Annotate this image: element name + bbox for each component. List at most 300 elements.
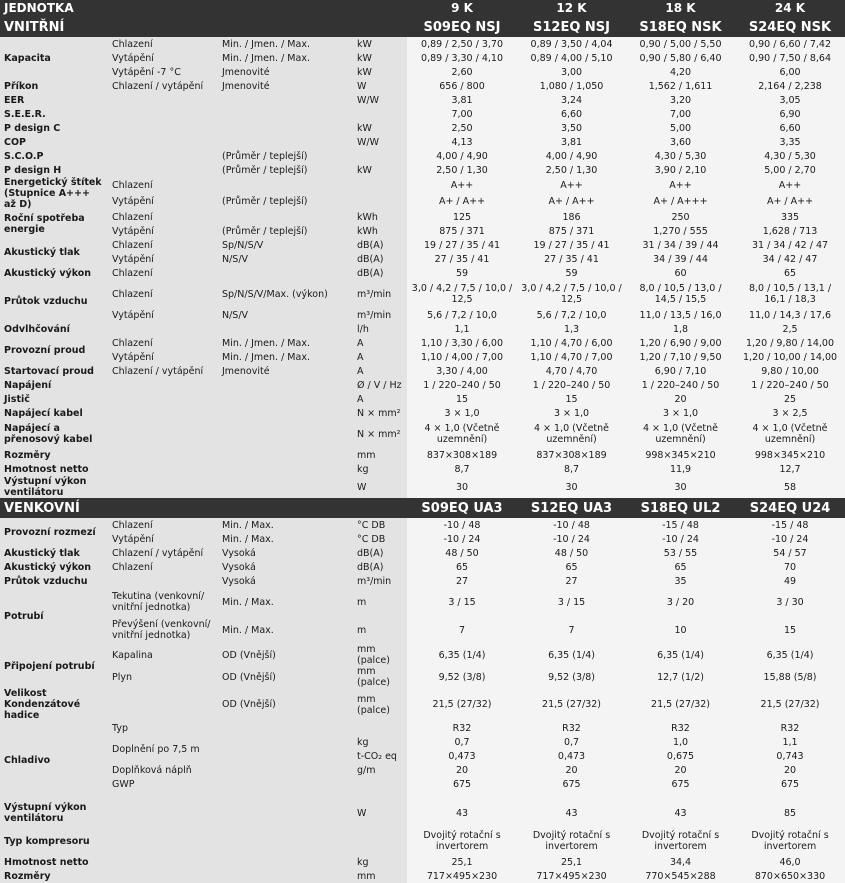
spec-value: 43	[626, 799, 735, 827]
row-label: Výstupní výkon ventilátoru	[0, 799, 108, 827]
table-row	[0, 777, 845, 791]
spec-value: -10 / 48	[517, 518, 626, 532]
row-label: Chlazení	[108, 266, 218, 280]
row-label: Vysoká	[218, 546, 353, 560]
row-label: Akustický tlak	[0, 546, 108, 560]
spec-value: Dvojitý rotační s invertorem	[626, 827, 735, 855]
spec-value: 1,10 / 4,00 / 7,00	[407, 350, 517, 364]
spec-value: 6,90 / 7,10	[626, 364, 735, 378]
row-label: Kapacita	[0, 37, 108, 79]
table-row	[0, 476, 845, 498]
spec-value: 8,7	[517, 462, 626, 476]
model-header: 9 K	[407, 0, 517, 17]
table-row	[0, 121, 845, 135]
row-label: Roční spotřeba energie	[0, 210, 108, 238]
spec-value: 25,1	[407, 855, 517, 869]
row-label	[108, 392, 218, 406]
row-label	[108, 420, 218, 448]
spec-value: R32	[735, 721, 845, 735]
spec-value: 70	[735, 560, 845, 574]
row-label: m	[353, 616, 407, 644]
spec-value: 1,10 / 3,30 / 6,00	[407, 336, 517, 350]
row-label: Vytápění	[108, 252, 218, 266]
spec-value: -10 / 24	[407, 532, 517, 546]
table-row	[0, 238, 845, 252]
spec-value: 6,35 (1/4)	[407, 644, 517, 666]
spec-value: -15 / 48	[735, 518, 845, 532]
spec-value: Dvojitý rotační s invertorem	[735, 827, 845, 855]
spec-value: 10	[626, 616, 735, 644]
spec-value: 20	[735, 763, 845, 777]
spec-value: 11,0 / 14,3 / 17,6	[735, 308, 845, 322]
row-label	[218, 378, 353, 392]
spec-value: 1,3	[517, 322, 626, 336]
row-label: Převýšení (venkovní/ vnitřní jednotka)	[108, 616, 218, 644]
spec-value: 1 / 220–240 / 50	[407, 378, 517, 392]
table-row	[0, 420, 845, 448]
table-row	[0, 574, 845, 588]
spec-value: 0,89 / 3,30 / 4,10	[407, 51, 517, 65]
row-label: GWP	[108, 777, 218, 791]
spec-value: 6,00	[735, 65, 845, 79]
row-label	[108, 574, 218, 588]
table-row	[0, 135, 845, 149]
spec-value: 2,50 / 1,30	[517, 163, 626, 177]
spec-value: 1 / 220–240 / 50	[626, 378, 735, 392]
spec-value: 1,628 / 713	[735, 224, 845, 238]
row-label	[353, 149, 407, 163]
row-label: kWh	[353, 210, 407, 224]
row-label: Min. / Max.	[218, 532, 353, 546]
row-label	[218, 735, 353, 749]
row-label: Chlazení	[108, 518, 218, 532]
row-label: Doplnění po 7,5 m	[108, 735, 218, 763]
section-label: VNITŘNÍ	[0, 17, 407, 37]
spec-value: 0,89 / 3,50 / 4,04	[517, 37, 626, 51]
row-label: kW	[353, 37, 407, 51]
spec-value: 4,20	[626, 65, 735, 79]
row-label	[218, 406, 353, 420]
row-label: mm (palce)	[353, 688, 407, 721]
row-label	[218, 210, 353, 224]
row-label: kg	[353, 462, 407, 476]
row-label: Chlazení	[108, 177, 218, 194]
row-label: Chlazení	[108, 280, 218, 308]
spec-value: 335	[735, 210, 845, 224]
row-label: Vytápění	[108, 532, 218, 546]
spec-value: 19 / 27 / 35 / 41	[407, 238, 517, 252]
spec-value: 53 / 55	[626, 546, 735, 560]
spec-value: 1,20 / 7,10 / 9,50	[626, 350, 735, 364]
row-label: Min. / Max.	[218, 588, 353, 616]
row-label	[218, 448, 353, 462]
row-label: Hmotnost netto	[0, 855, 108, 869]
table-row	[0, 735, 845, 749]
row-label: °C DB	[353, 518, 407, 532]
spec-value: 5,00 / 2,70	[735, 163, 845, 177]
spec-value: 3,60	[626, 135, 735, 149]
spec-value: 43	[517, 799, 626, 827]
spec-value: 3,24	[517, 93, 626, 107]
table-row	[0, 37, 845, 51]
spec-value: A++	[517, 177, 626, 194]
spec-value: 1,20 / 9,80 / 14,00	[735, 336, 845, 350]
spec-value: A++	[407, 177, 517, 194]
model-header: 18 K	[626, 0, 735, 17]
table-row	[0, 378, 845, 392]
spec-value: 3 / 15	[517, 588, 626, 616]
row-label	[218, 476, 353, 498]
spec-value: 1,270 / 555	[626, 224, 735, 238]
row-label: mm	[353, 869, 407, 883]
model-header: 24 K	[735, 0, 845, 17]
row-label: N × mm²	[353, 420, 407, 448]
row-label	[353, 107, 407, 121]
spec-value: 20	[517, 763, 626, 777]
row-label	[353, 194, 407, 211]
row-label: Sp/N/S/V/Max. (výkon)	[218, 280, 353, 308]
spec-value: 3,81	[407, 93, 517, 107]
row-label	[218, 177, 353, 194]
row-label	[218, 827, 353, 855]
spec-value: A++	[626, 177, 735, 194]
row-label	[218, 135, 353, 149]
spec-value: 3 × 2,5	[735, 406, 845, 420]
row-label: Vytápění	[108, 308, 218, 322]
row-label: W/W	[353, 135, 407, 149]
spec-value: 3 × 1,0	[407, 406, 517, 420]
row-label: t-CO₂ eq	[353, 749, 407, 763]
row-label: dB(A)	[353, 238, 407, 252]
spec-value: 19 / 27 / 35 / 41	[517, 238, 626, 252]
row-label	[108, 855, 218, 869]
header-row1	[0, 0, 845, 17]
table-row	[0, 51, 845, 65]
spec-value: A+ / A++	[407, 194, 517, 211]
row-label: Provozní proud	[0, 336, 108, 364]
row-label	[218, 266, 353, 280]
spec-value: A+ / A++	[735, 194, 845, 211]
spec-value: 65	[517, 560, 626, 574]
spec-value: 34 / 42 / 47	[735, 252, 845, 266]
spec-value: 1,20 / 10,00 / 14,00	[735, 350, 845, 364]
row-label	[218, 791, 353, 799]
row-label: dB(A)	[353, 560, 407, 574]
spec-value: 3 × 1,0	[517, 406, 626, 420]
row-label: Min. / Jmen. / Max.	[218, 51, 353, 65]
row-label: Chlazení	[108, 210, 218, 224]
spec-value	[626, 791, 735, 799]
spec-value: 6,90	[735, 107, 845, 121]
spec-value: 3,20	[626, 93, 735, 107]
row-label: OD (Vnější)	[218, 666, 353, 688]
row-label	[218, 93, 353, 107]
table-row	[0, 666, 845, 688]
row-label: Odvlhčování	[0, 322, 108, 336]
spec-value: 12,7 (1/2)	[626, 666, 735, 688]
row-label: mm (palce)	[353, 666, 407, 688]
row-label: dB(A)	[353, 546, 407, 560]
row-label: Akustický výkon	[0, 266, 108, 280]
row-label	[108, 869, 218, 883]
spec-value: 5,00	[626, 121, 735, 135]
spec-value: 31 / 34 / 39 / 44	[626, 238, 735, 252]
spec-value: 30	[407, 476, 517, 498]
row-label	[218, 763, 353, 777]
table-row	[0, 210, 845, 224]
spec-value: 3,30 / 4,00	[407, 364, 517, 378]
spec-value: 3,90 / 2,10	[626, 163, 735, 177]
row-label: Jmenovité	[218, 65, 353, 79]
row-label	[108, 462, 218, 476]
spec-value: 1,562 / 1,611	[626, 79, 735, 93]
spec-value: 6,60	[517, 107, 626, 121]
row-label: Chladivo	[0, 721, 108, 799]
table-row	[0, 364, 845, 378]
model-header: 12 K	[517, 0, 626, 17]
section-label: JEDNOTKA	[0, 0, 407, 17]
spec-value: 6,60	[735, 121, 845, 135]
row-label: Ø / V / Hz	[353, 378, 407, 392]
spec-value: 21,5 (27/32)	[735, 688, 845, 721]
row-label: kW	[353, 163, 407, 177]
row-label: Typ kompresoru	[0, 827, 108, 855]
spec-value: 0,7	[517, 735, 626, 749]
spec-value: 65	[407, 560, 517, 574]
spec-value: 43	[407, 799, 517, 827]
table-row	[0, 588, 845, 616]
row-label: Chlazení	[108, 37, 218, 51]
spec-value: 6,35 (1/4)	[626, 644, 735, 666]
row-label: Chlazení	[108, 560, 218, 574]
spec-value: 675	[517, 777, 626, 791]
row-label: m³/min	[353, 280, 407, 308]
row-label: Akustický tlak	[0, 238, 108, 266]
spec-value: 3,00	[517, 65, 626, 79]
row-label	[353, 827, 407, 855]
row-label: COP	[0, 135, 108, 149]
spec-value: 60	[626, 266, 735, 280]
spec-value: 8,7	[407, 462, 517, 476]
spec-value: R32	[626, 721, 735, 735]
model-header: S12EQ UA3	[517, 498, 626, 518]
row-label: Napájecí a přenosový kabel	[0, 420, 108, 448]
row-label: OD (Vnější)	[218, 688, 353, 721]
row-label: Typ	[108, 721, 218, 735]
spec-value: 9,80 / 10,00	[735, 364, 845, 378]
row-label	[108, 163, 218, 177]
row-label: Vytápění	[108, 350, 218, 364]
spec-value: 5,6 / 7,2 / 10,0	[407, 308, 517, 322]
row-label	[218, 420, 353, 448]
spec-value: 20	[407, 763, 517, 777]
spec-value: 49	[735, 574, 845, 588]
spec-value: -10 / 48	[407, 518, 517, 532]
row-label: Napájecí kabel	[0, 406, 108, 420]
row-label: Min. / Jmen. / Max.	[218, 37, 353, 51]
table-row	[0, 532, 845, 546]
table-row	[0, 308, 845, 322]
table-row	[0, 280, 845, 308]
spec-value: 30	[626, 476, 735, 498]
row-label	[108, 406, 218, 420]
spec-value: 3 × 1,0	[626, 406, 735, 420]
row-label: Vytápění	[108, 51, 218, 65]
spec-value: 9,52 (3/8)	[517, 666, 626, 688]
spec-value: 4 × 1,0 (Včetně uzemnění)	[517, 420, 626, 448]
row-label: Velikost Kondenzátové hadice	[0, 688, 108, 721]
row-label: Kapalina	[108, 644, 218, 666]
row-label: P design C	[0, 121, 108, 135]
table-row	[0, 79, 845, 93]
spec-value: 11,9	[626, 462, 735, 476]
spec-value: 1 / 220–240 / 50	[735, 378, 845, 392]
spec-value: 48 / 50	[407, 546, 517, 560]
row-label: A	[353, 336, 407, 350]
row-label: Průtok vzduchu	[0, 280, 108, 322]
row-label: kW	[353, 121, 407, 135]
model-header: S09EQ NSJ	[407, 17, 517, 37]
spec-value	[517, 791, 626, 799]
table-row	[0, 855, 845, 869]
row-label: Jistič	[0, 392, 108, 406]
spec-value: 6,35 (1/4)	[735, 644, 845, 666]
spec-value: 837×308×189	[517, 448, 626, 462]
row-label: (Průměr / teplejší)	[218, 149, 353, 163]
row-label: l/h	[353, 322, 407, 336]
spec-value: 59	[517, 266, 626, 280]
row-label: kWh	[353, 224, 407, 238]
table-row	[0, 462, 845, 476]
spec-value: 870×650×330	[735, 869, 845, 883]
spec-value: 4 × 1,0 (Včetně uzemnění)	[626, 420, 735, 448]
table-row	[0, 827, 845, 855]
spec-value: 1,1	[735, 735, 845, 749]
spec-value: 21,5 (27/32)	[517, 688, 626, 721]
row-label: Jmenovité	[218, 364, 353, 378]
spec-value: 250	[626, 210, 735, 224]
spec-value: 0,90 / 5,00 / 5,50	[626, 37, 735, 51]
row-label: S.C.O.P	[0, 149, 108, 163]
spec-value: 12,7	[735, 462, 845, 476]
row-label	[218, 107, 353, 121]
row-label	[218, 869, 353, 883]
row-label	[108, 688, 218, 721]
row-label: Sp/N/S/V	[218, 238, 353, 252]
spec-value: 21,5 (27/32)	[407, 688, 517, 721]
spec-value: 4 × 1,0 (Včetně uzemnění)	[735, 420, 845, 448]
row-label: Tekutina (venkovní/ vnitřní jednotka)	[108, 588, 218, 616]
spec-value: 3 / 30	[735, 588, 845, 616]
spec-value: 8,0 / 10,5 / 13,1 / 16,1 / 18,3	[735, 280, 845, 308]
row-label	[218, 392, 353, 406]
spec-value	[735, 791, 845, 799]
spec-value: 875 / 371	[407, 224, 517, 238]
spec-value: -10 / 24	[735, 532, 845, 546]
row-label: kg	[353, 735, 407, 749]
spec-value: R32	[407, 721, 517, 735]
spec-value: 54 / 57	[735, 546, 845, 560]
row-label: Připojení potrubí	[0, 644, 108, 688]
row-label: Průtok vzduchu	[0, 574, 108, 588]
row-label: mm	[353, 448, 407, 462]
spec-value: 2,5	[735, 322, 845, 336]
spec-value: 1 / 220–240 / 50	[517, 378, 626, 392]
spec-value: 1,20 / 6,90 / 9,00	[626, 336, 735, 350]
row-label	[108, 448, 218, 462]
row-label	[353, 791, 407, 799]
table-row	[0, 688, 845, 721]
table-row	[0, 763, 845, 777]
row-label: dB(A)	[353, 252, 407, 266]
table-row	[0, 224, 845, 238]
model-header: S18EQ NSK	[626, 17, 735, 37]
spec-value: 3,81	[517, 135, 626, 149]
row-label: Výstupní výkon ventilátoru	[0, 476, 108, 498]
spec-value: 4,00 / 4,90	[517, 149, 626, 163]
spec-value: 0,473	[407, 749, 517, 763]
section-label: VENKOVNÍ	[0, 498, 407, 518]
row-label: m³/min	[353, 574, 407, 588]
row-label: A	[353, 392, 407, 406]
row-label: Min. / Jmen. / Max.	[218, 350, 353, 364]
row-label: mm (palce)	[353, 644, 407, 666]
row-label: Min. / Max.	[218, 518, 353, 532]
row-label: W/W	[353, 93, 407, 107]
spec-value: 3,50	[517, 121, 626, 135]
row-label: Napájení	[0, 378, 108, 392]
spec-value: 25,1	[517, 855, 626, 869]
spec-value: 7,00	[626, 107, 735, 121]
spec-value: 34,4	[626, 855, 735, 869]
row-label	[108, 827, 218, 855]
table-row	[0, 266, 845, 280]
table-row	[0, 336, 845, 350]
row-label	[218, 777, 353, 791]
spec-value: Dvojitý rotační s invertorem	[517, 827, 626, 855]
spec-value: 675	[735, 777, 845, 791]
row-label	[108, 791, 218, 799]
row-label	[108, 476, 218, 498]
row-label: Rozměry	[0, 448, 108, 462]
table-row	[0, 616, 845, 644]
spec-value: 48 / 50	[517, 546, 626, 560]
spec-value: 15	[407, 392, 517, 406]
spec-value: -10 / 24	[626, 532, 735, 546]
spec-value: 27 / 35 / 41	[407, 252, 517, 266]
row-label: Min. / Max.	[218, 616, 353, 644]
row-label	[108, 135, 218, 149]
row-label: Chlazení	[108, 336, 218, 350]
row-label: Vytápění	[108, 194, 218, 211]
table-row	[0, 799, 845, 827]
spec-value: 31 / 34 / 42 / 47	[735, 238, 845, 252]
row-label: (Průměr / teplejší)	[218, 163, 353, 177]
row-label: Energetický štítek (Stupnice A+++ až D)	[0, 177, 108, 210]
row-label: Startovací proud	[0, 364, 108, 378]
spec-value: -10 / 24	[517, 532, 626, 546]
spec-value: 2,164 / 2,238	[735, 79, 845, 93]
row-label	[218, 462, 353, 476]
spec-value: 0,675	[626, 749, 735, 763]
spec-value: 6,35 (1/4)	[517, 644, 626, 666]
table-row	[0, 392, 845, 406]
model-header: S24EQ NSK	[735, 17, 845, 37]
spec-value: 85	[735, 799, 845, 827]
spec-value: 3 / 20	[626, 588, 735, 616]
spec-value: 35	[626, 574, 735, 588]
spec-value: -15 / 48	[626, 518, 735, 532]
